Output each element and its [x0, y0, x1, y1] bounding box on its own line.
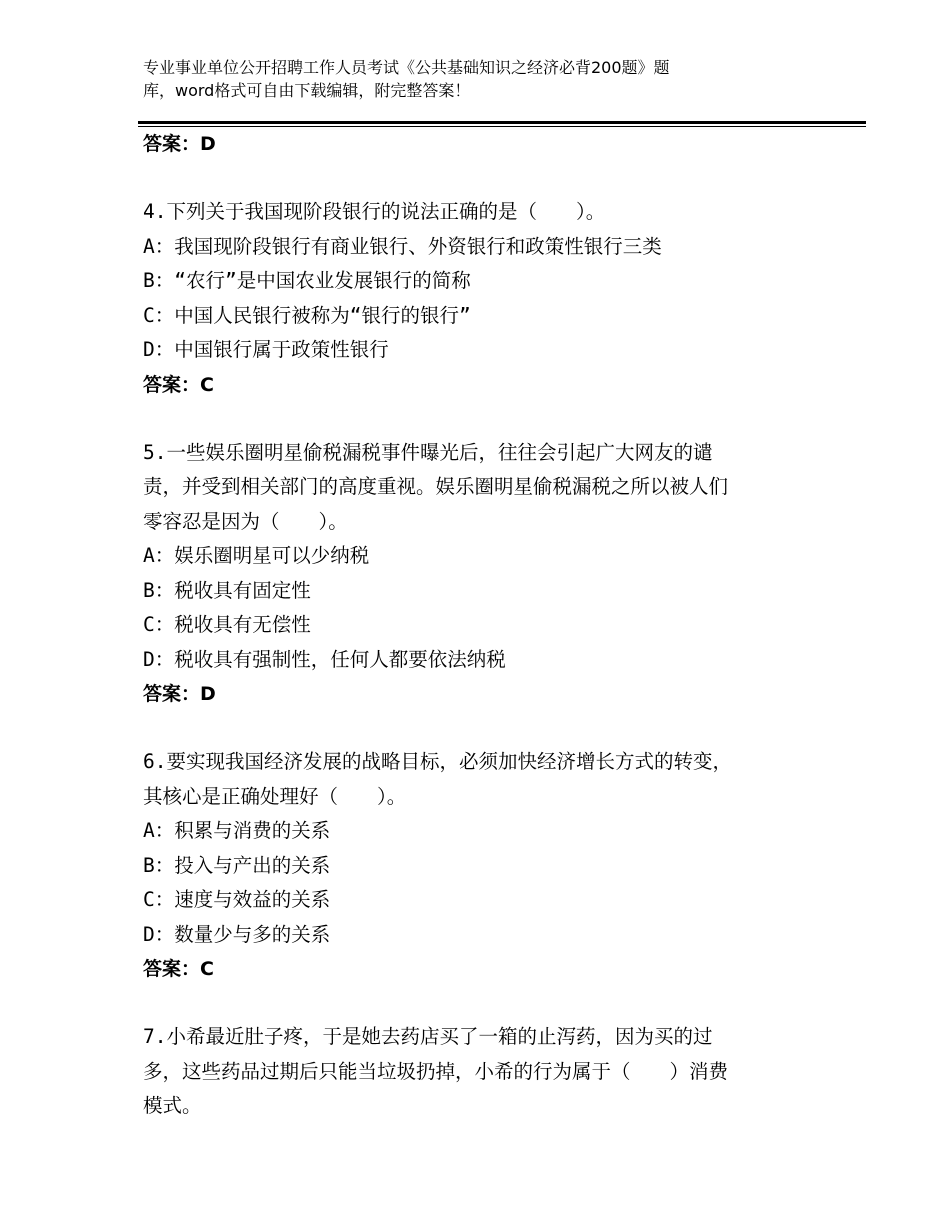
question-6 [143, 745, 823, 986]
spacer [143, 986, 823, 1020]
answer-label: 答案：D [143, 683, 216, 705]
option-c: C：中国人民银行被称为“银行的银行” [143, 303, 471, 327]
spacer [143, 711, 823, 745]
question-stem-line: 7.小希最近肚子疼，于是她去药店买了一箱的止泻药，因为买的过 [143, 1025, 713, 1048]
question-stem-line: 零容忍是因为（ ）。 [143, 509, 348, 533]
question-4 [143, 195, 823, 402]
option-a: A：我国现阶段银行有商业银行、外资银行和政策性银行三类 [143, 234, 662, 258]
header-line-2: 库，word格式可自由下载编辑，附完整答案！ [143, 81, 471, 100]
question-7 [143, 1020, 823, 1124]
option-a: A：积累与消费的关系 [143, 819, 331, 842]
option-b: B：投入与产出的关系 [143, 853, 331, 877]
option-d: D：税收具有强制性，任何人都要依法纳税 [143, 647, 506, 671]
option-c: C：速度与效益的关系 [143, 888, 331, 911]
option-a: A：娱乐圈明星可以少纳税 [143, 544, 370, 567]
option-d: D：中国银行属于政策性银行 [143, 338, 389, 361]
option-b: B：税收具有固定性 [143, 578, 311, 602]
question-stem-line: 其核心是正确处理好（ ）。 [143, 784, 407, 808]
question-stem-line: 4.下列关于我国现阶段银行的说法正确的是（ ）。 [143, 200, 606, 223]
answer-label: 答案：C [143, 958, 214, 980]
question-stem-line: 责，并受到相关部门的高度重视。娱乐圈明星偷税漏税之所以被人们 [143, 475, 729, 498]
question-stem-line: 5.一些娱乐圈明星偷税漏税事件曝光后，往往会引起广大网友的谴 [143, 440, 713, 464]
option-d: D：数量少与多的关系 [143, 922, 331, 946]
question-stem-line: 多，这些药品过期后只能当垃圾扔掉，小希的行为属于（ ）消费 [143, 1059, 729, 1083]
option-c: C：税收具有无偿性 [143, 613, 311, 636]
question-5 [143, 436, 823, 712]
option-b: B：“农行”是中国农业发展银行的简称 [143, 269, 471, 292]
question-stem-line: 6.要实现我国经济发展的战略目标，必须加快经济增长方式的转变， [143, 750, 732, 773]
spacer [143, 402, 823, 436]
page-header [143, 56, 783, 102]
previous-answer: 答案：D [143, 133, 216, 155]
document-body [143, 127, 823, 1124]
header-rule-thick [138, 121, 866, 124]
spacer [143, 161, 823, 195]
question-stem-line: 模式。 [143, 1094, 202, 1117]
answer-label: 答案：C [143, 373, 214, 396]
header-line-1: 专业事业单位公开招聘工作人员考试《公共基础知识之经济必背200题》题 [143, 58, 670, 77]
